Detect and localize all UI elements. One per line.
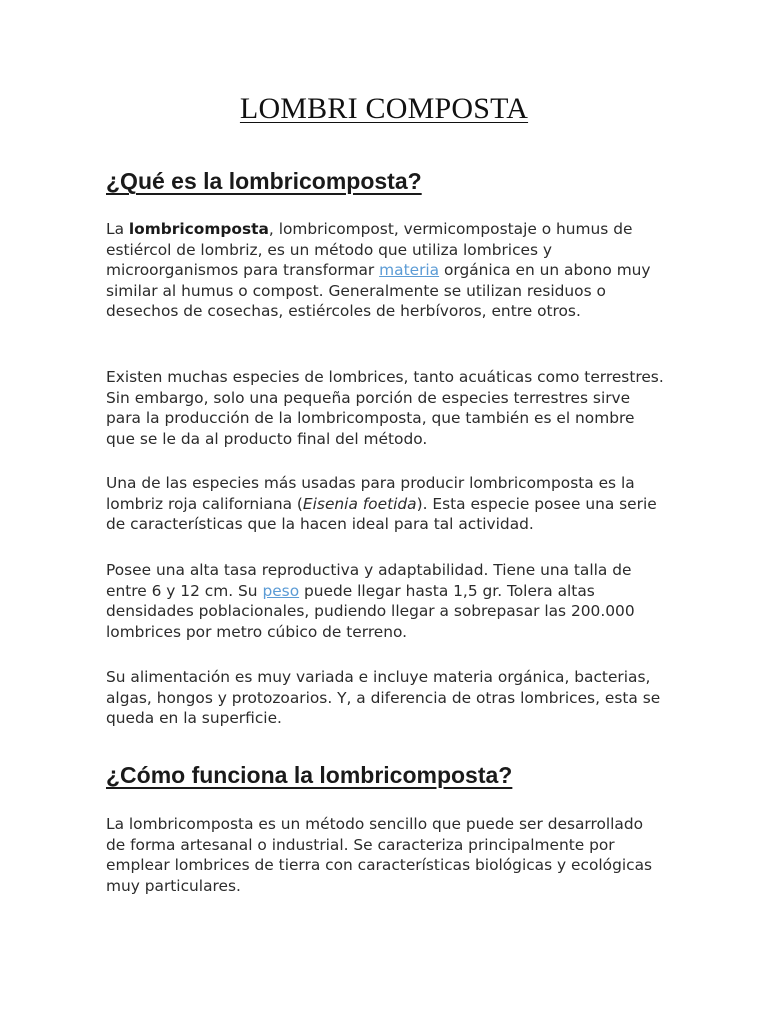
paragraph-method: La lombricomposta es un método sencillo que puede ser desarrollado de forma artesanal o industrial. Se caracteriza principalmente por emplear lombrices de tierra con características biológicas y ecológicas muy particulares.: [106, 815, 653, 895]
paragraph-text: ). Esta especie posee una serie de características que la hacen ideal para tal actividad.: [106, 494, 657, 534]
paragraph-species: Existen muchas especies de lombrices, tanto acuáticas como terrestres. Sin embargo, solo una pequeña porción de especies terrestres sirve para la producción de la lombricomposta, que también es el nombre que se le da al producto final del método.: [106, 368, 664, 448]
paragraph-red-worm: [106, 473, 666, 535]
species-name-italic: Eisenia foetida: [302, 494, 417, 513]
paragraph-diet: Su alimentación es muy variada e incluye materia orgánica, bacterias, algas, hongos y protozoarios. Y, a diferencia de otras lombrices, esta se queda en la superficie.: [106, 668, 661, 728]
paragraph-definition: [106, 219, 666, 322]
paragraph-text: puede llegar hasta 1,5 gr. Tolera altas densidades poblacionales, pudiendo llegar a sobrepasar las 200.000 lombrices por metro cúbico de terreno.: [106, 581, 635, 641]
link-materia[interactable]: materia: [379, 261, 440, 280]
paragraph-text: , lombricompost, vermicompostaje o humus de estiércol de lombriz, es un método que utiliza lombrices y microorganismos para transformar: [106, 220, 633, 280]
link-peso[interactable]: peso: [262, 581, 300, 600]
bold-term-lombricomposta: lombricomposta: [128, 220, 269, 238]
paragraph-text: orgánica en un abono muy similar al humus o compost. Generalmente se utilizan residuos o desechos de cosechas, estiércoles de herbívoros, entre otros.: [106, 261, 651, 321]
document-title: LOMBRI COMPOSTA: [239, 92, 529, 125]
section-heading-how-it-works: ¿Cómo funciona la lombricomposta?: [106, 762, 513, 788]
section-heading-what-is: ¿Qué es la lombricomposta?: [106, 168, 422, 194]
paragraph-text: Una de las especies más usadas para producir lombricomposta es la lombriz roja californiana (: [106, 474, 635, 513]
paragraph-characteristics: [106, 560, 666, 642]
paragraph-text: La: [106, 220, 129, 238]
paragraph-text: Posee una alta tasa reproductiva y adaptabilidad. Tiene una talla de entre 6 y 12 cm. Su: [106, 561, 632, 600]
